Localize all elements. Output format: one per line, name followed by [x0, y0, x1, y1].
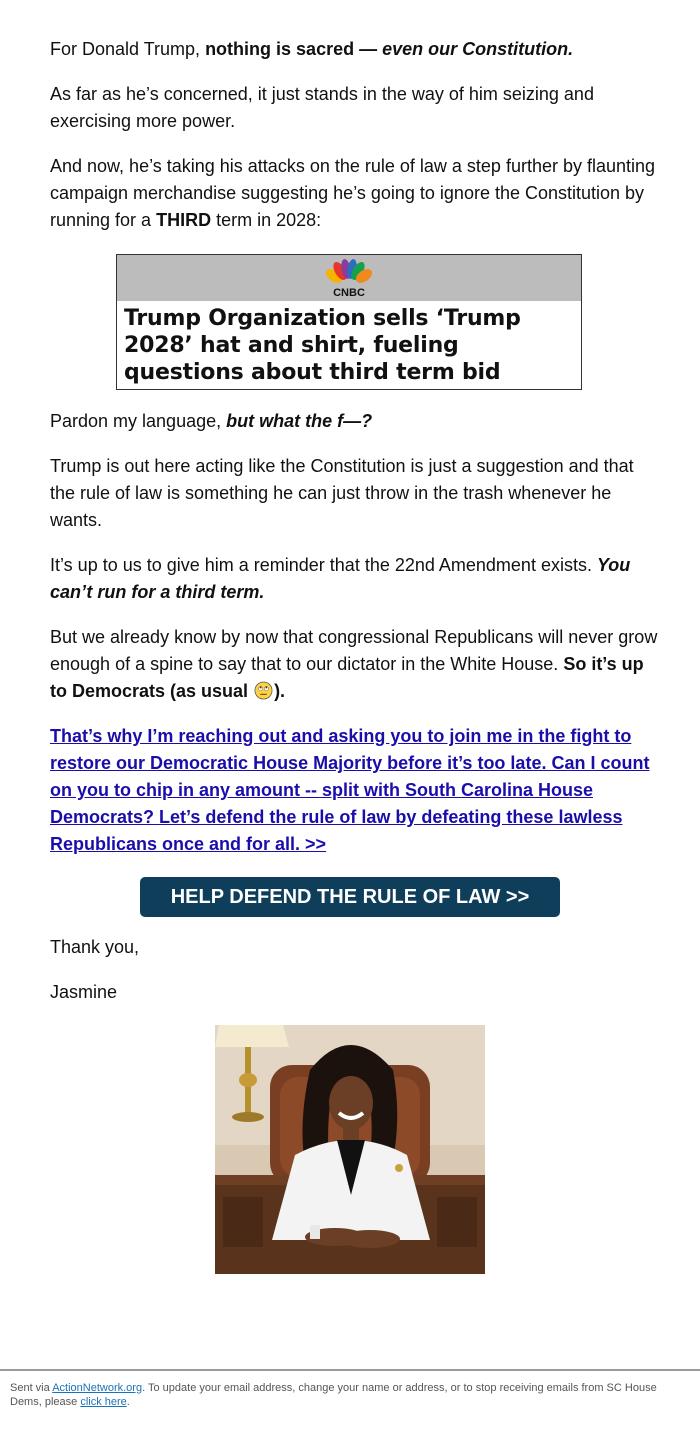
actionnetwork-link[interactable]: ActionNetwork.org: [52, 1382, 143, 1394]
signature-name: Jasmine: [50, 982, 118, 1002]
cnbc-logo-text: CNBC: [333, 287, 365, 299]
email-footer: Sent via ActionNetwork.org. To update your email address, change your name or address, or to stop receiving emails from SC House Dems, please click here.: [10, 1382, 657, 1408]
help-defend-button[interactable]: HELP DEFEND THE RULE OF LAW >>: [140, 877, 560, 917]
paragraph-language: Pardon my language, but what the f—?: [50, 411, 373, 431]
cnbc-peacock-logo: [321, 259, 377, 299]
sender-portrait-photo: [215, 1025, 485, 1274]
paragraph-intro: For Donald Trump, nothing is sacred — even our Constitution.: [50, 39, 574, 59]
paragraph-power: As far as he’s concerned, it just stands in the way of him seizing and exercising more power.: [50, 84, 594, 131]
donate-text-link[interactable]: [50, 723, 660, 858]
closing-thanks: Thank you,: [50, 937, 140, 957]
cnbc-logo-band: [117, 255, 581, 301]
unsubscribe-link[interactable]: click here: [80, 1396, 127, 1408]
footer-divider: [0, 1369, 700, 1371]
news-headline-image: [116, 254, 582, 390]
paragraph-democrats: But we already know by now that congressional Republicans will never grow enough of a spine to say that to our dictator in the White House. So it’s up to Democrats (as usual ).: [50, 627, 658, 701]
eye-roll-emoji-icon: [254, 681, 273, 700]
portrait-image: [215, 1025, 485, 1274]
paragraph-22nd-amendment: It’s up to us to give him a reminder that the 22nd Amendment exists. You can’t run for a third term.: [50, 555, 631, 602]
donate-link[interactable]: That’s why I’m reaching out and asking you to join me in the fight to restore our Democratic House Majority before it’s too late. Can I count on you to chip in any amount -- split with South Carolina House Democrats? Let’s defend the rule of law by defeating these lawless Republicans once and for all. >>: [50, 726, 650, 854]
paragraph-constitution: Trump is out here acting like the Constitution is just a suggestion and that the rule of law is something he can just throw in the trash whenever he wants.: [50, 456, 634, 530]
news-headline-text: Trump Organization sells ‘Trump 2028’ hat and shirt, fueling questions about third term bid: [124, 306, 521, 385]
email-body-continued: [50, 408, 660, 876]
paragraph-third-term: And now, he’s taking his attacks on the rule of law a step further by flaunting campaign merchandise suggesting he’s going to ignore the Constitution by running for a THIRD term in 2028:: [50, 156, 656, 230]
email-body: [50, 36, 660, 252]
